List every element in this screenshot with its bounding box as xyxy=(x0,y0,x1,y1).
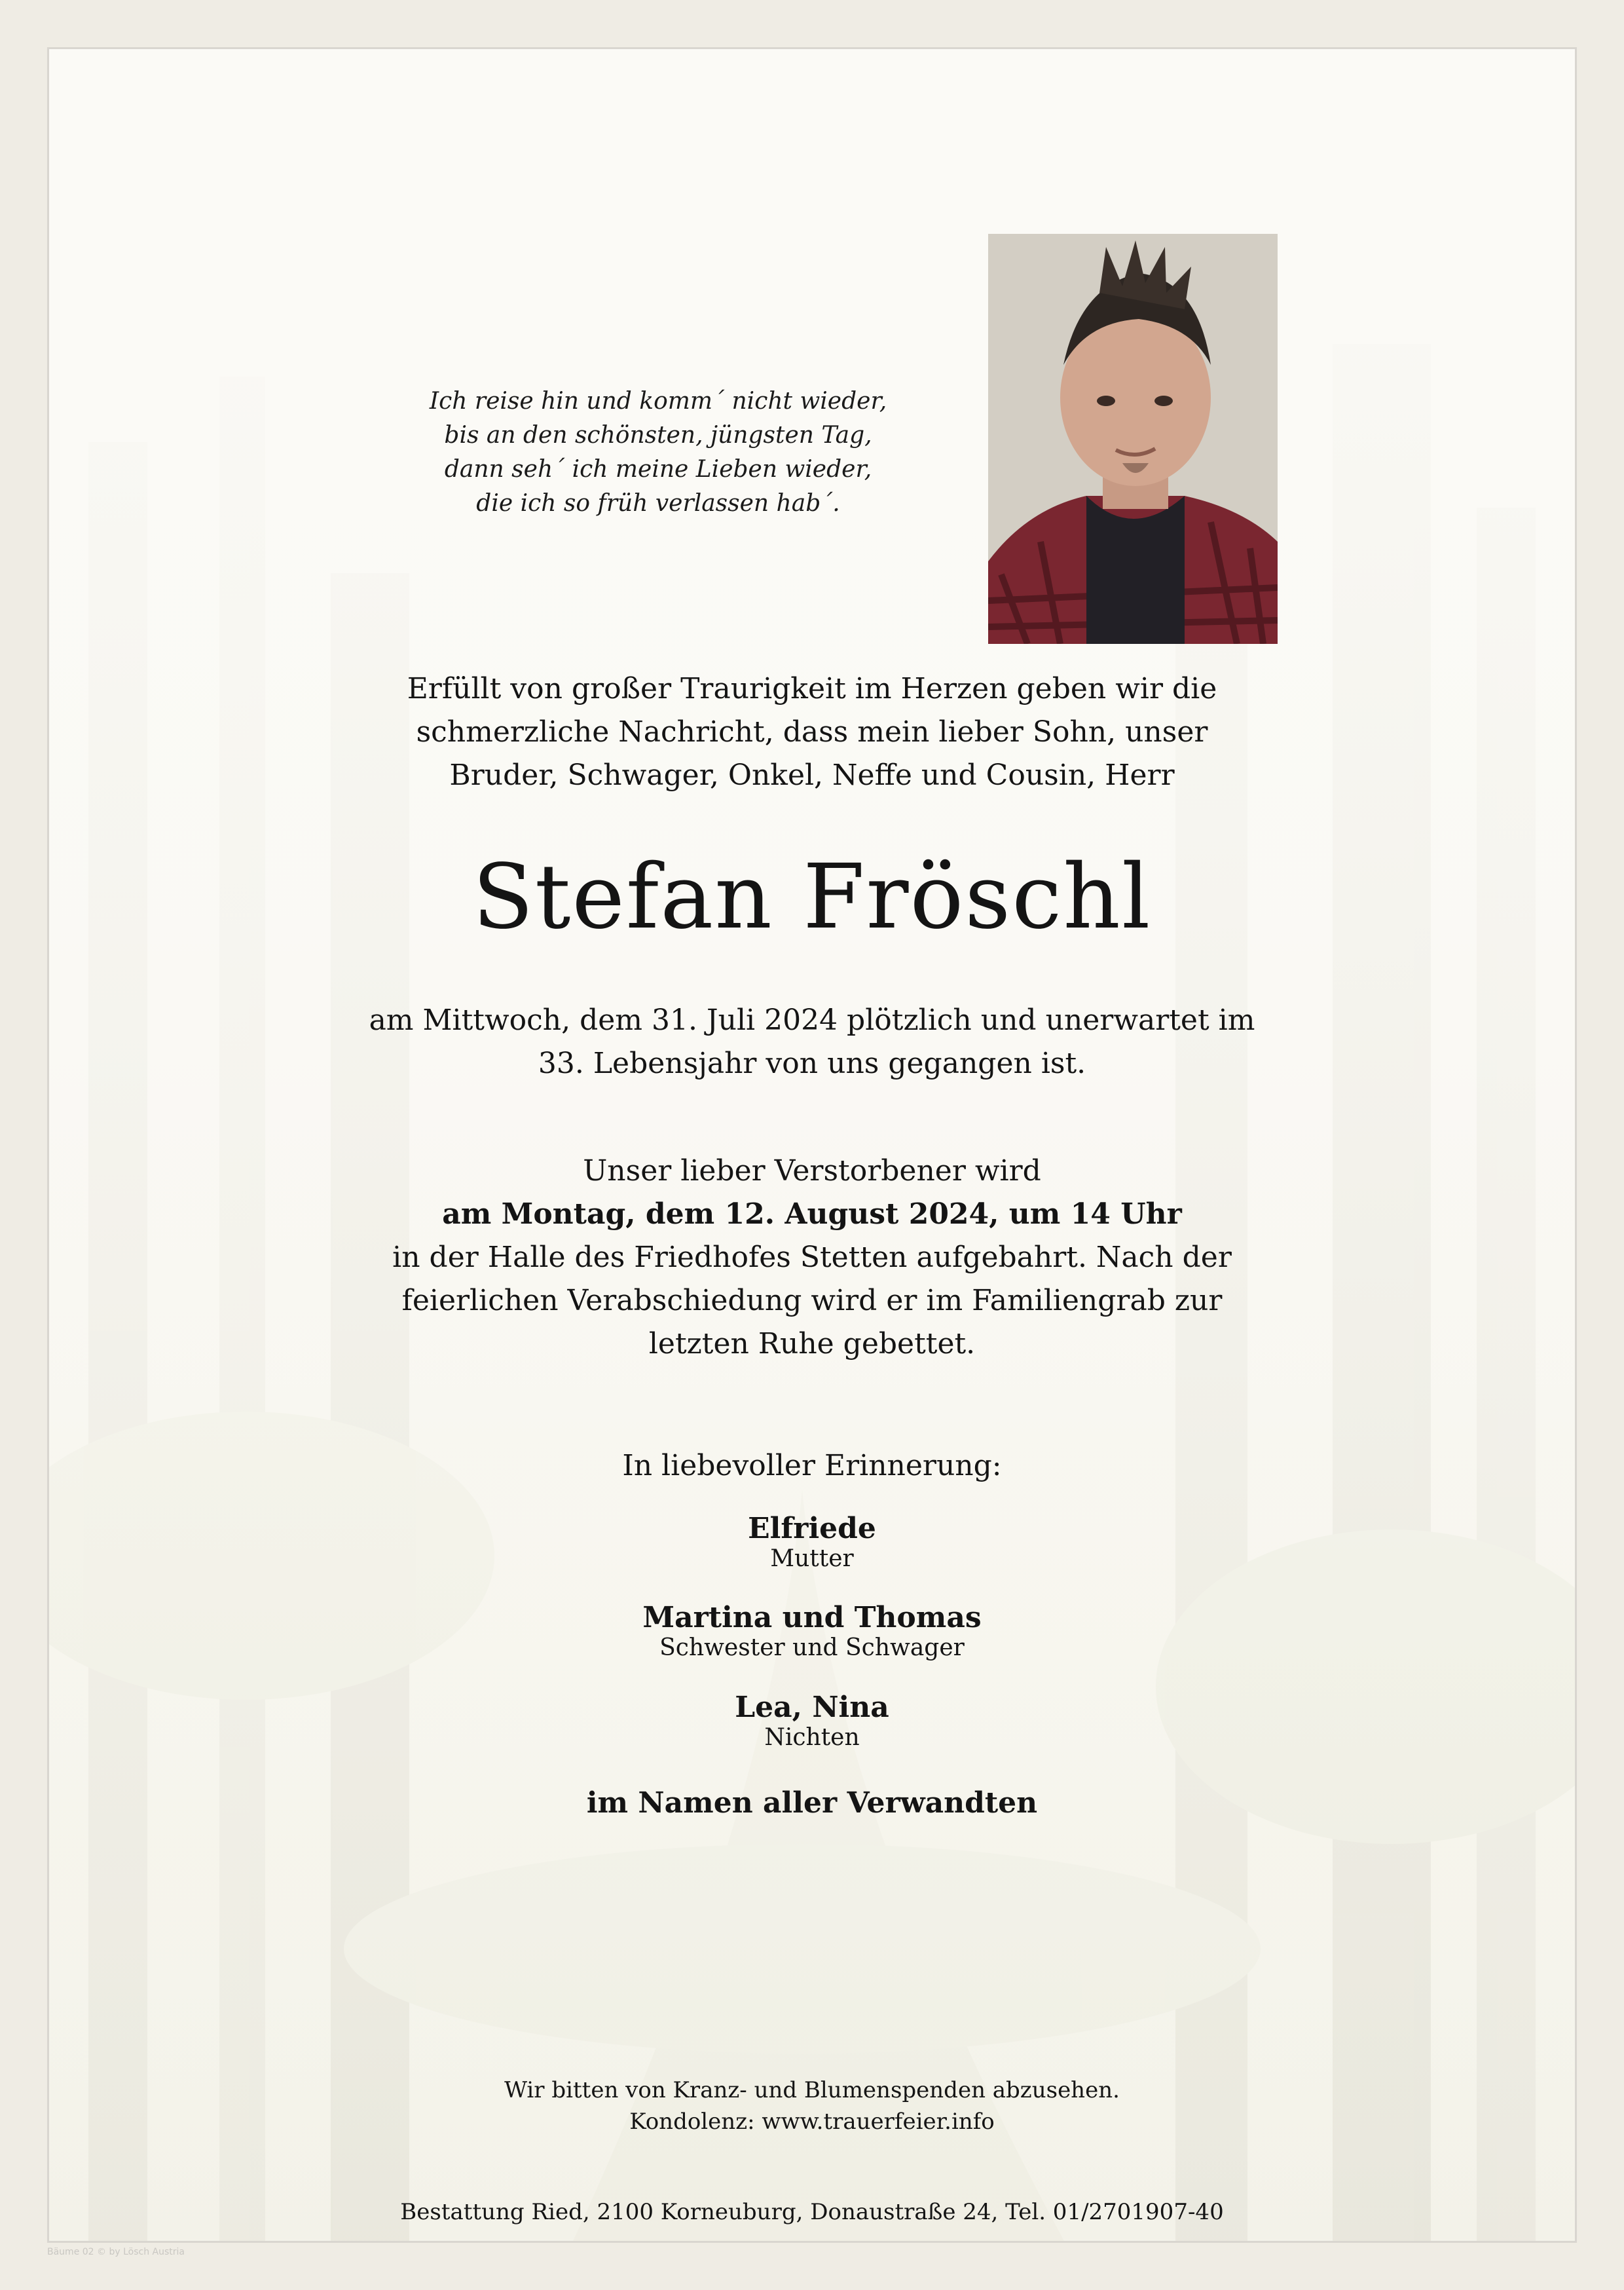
page-frame xyxy=(47,47,1577,2243)
deceased-name: Stefan Fröschl xyxy=(472,846,1152,949)
funeral-line: feierlichen Verabschiedung wird er im Familiengrab zur xyxy=(401,1284,1223,1317)
funeral-line: letzten Ruhe gebettet. xyxy=(648,1327,976,1361)
announcement-intro xyxy=(49,667,1575,797)
portrait-photo xyxy=(988,234,1278,644)
portrait-illustration xyxy=(988,234,1278,644)
mourner-name: Lea, Nina xyxy=(735,1691,889,1724)
death-line: 33. Lebensjahr von uns gegangen ist. xyxy=(538,1047,1086,1080)
verse-poem xyxy=(331,385,986,521)
obituary-content xyxy=(49,49,1575,2241)
condolence-link[interactable]: Kondolenz: www.trauerfeier.info xyxy=(629,2109,995,2135)
mourner-entry xyxy=(49,1691,1575,1752)
mourner-entry xyxy=(49,1512,1575,1573)
intro-line: Erfüllt von großer Traurigkeit im Herzen geben wir die xyxy=(407,672,1217,705)
closing-line: im Namen aller Verwandten xyxy=(586,1786,1038,1820)
verse-line: die ich so früh verlassen hab´. xyxy=(476,490,840,517)
memory-heading: In liebevoller Erinnerung: xyxy=(622,1449,1002,1482)
intro-line: schmerzliche Nachricht, dass mein lieber Sohn, unser xyxy=(416,715,1208,749)
verse-line: bis an den schönsten, jüngsten Tag, xyxy=(444,422,872,449)
verse-line: dann seh´ ich meine Lieben wieder, xyxy=(444,456,872,483)
funeral-line: in der Halle des Friedhofes Stetten aufgebahrt. Nach der xyxy=(392,1241,1232,1274)
funeral-home-footer: Bestattung Ried, 2100 Korneuburg, Donaustraße 24, Tel. 01/2701907-40 xyxy=(400,2199,1224,2225)
donation-note xyxy=(49,2074,1575,2137)
mourner-entry xyxy=(49,1602,1575,1662)
intro-line: Bruder, Schwager, Onkel, Neffe und Cousin, Herr xyxy=(449,759,1175,792)
image-credit: Bäume 02 © by Lösch Austria xyxy=(47,2247,185,2257)
mourner-relation: Mutter xyxy=(770,1545,854,1572)
mourner-relation: Nichten xyxy=(764,1724,860,1751)
mourner-name: Elfriede xyxy=(748,1512,876,1545)
funeral-details xyxy=(49,1150,1575,1366)
note-line: Wir bitten von Kranz- und Blumenspenden abzusehen. xyxy=(504,2077,1120,2103)
death-notice xyxy=(49,999,1575,1085)
funeral-date: am Montag, dem 12. August 2024, um 14 Uhr xyxy=(442,1197,1182,1231)
mourner-relation: Schwester und Schwager xyxy=(659,1634,965,1661)
death-line: am Mittwoch, dem 31. Juli 2024 plötzlich und unerwartet im xyxy=(369,1004,1255,1037)
verse-line: Ich reise hin und komm´ nicht wieder, xyxy=(429,388,887,415)
mourner-name: Martina und Thomas xyxy=(642,1601,982,1634)
funeral-line: Unser lieber Verstorbener wird xyxy=(583,1154,1041,1188)
